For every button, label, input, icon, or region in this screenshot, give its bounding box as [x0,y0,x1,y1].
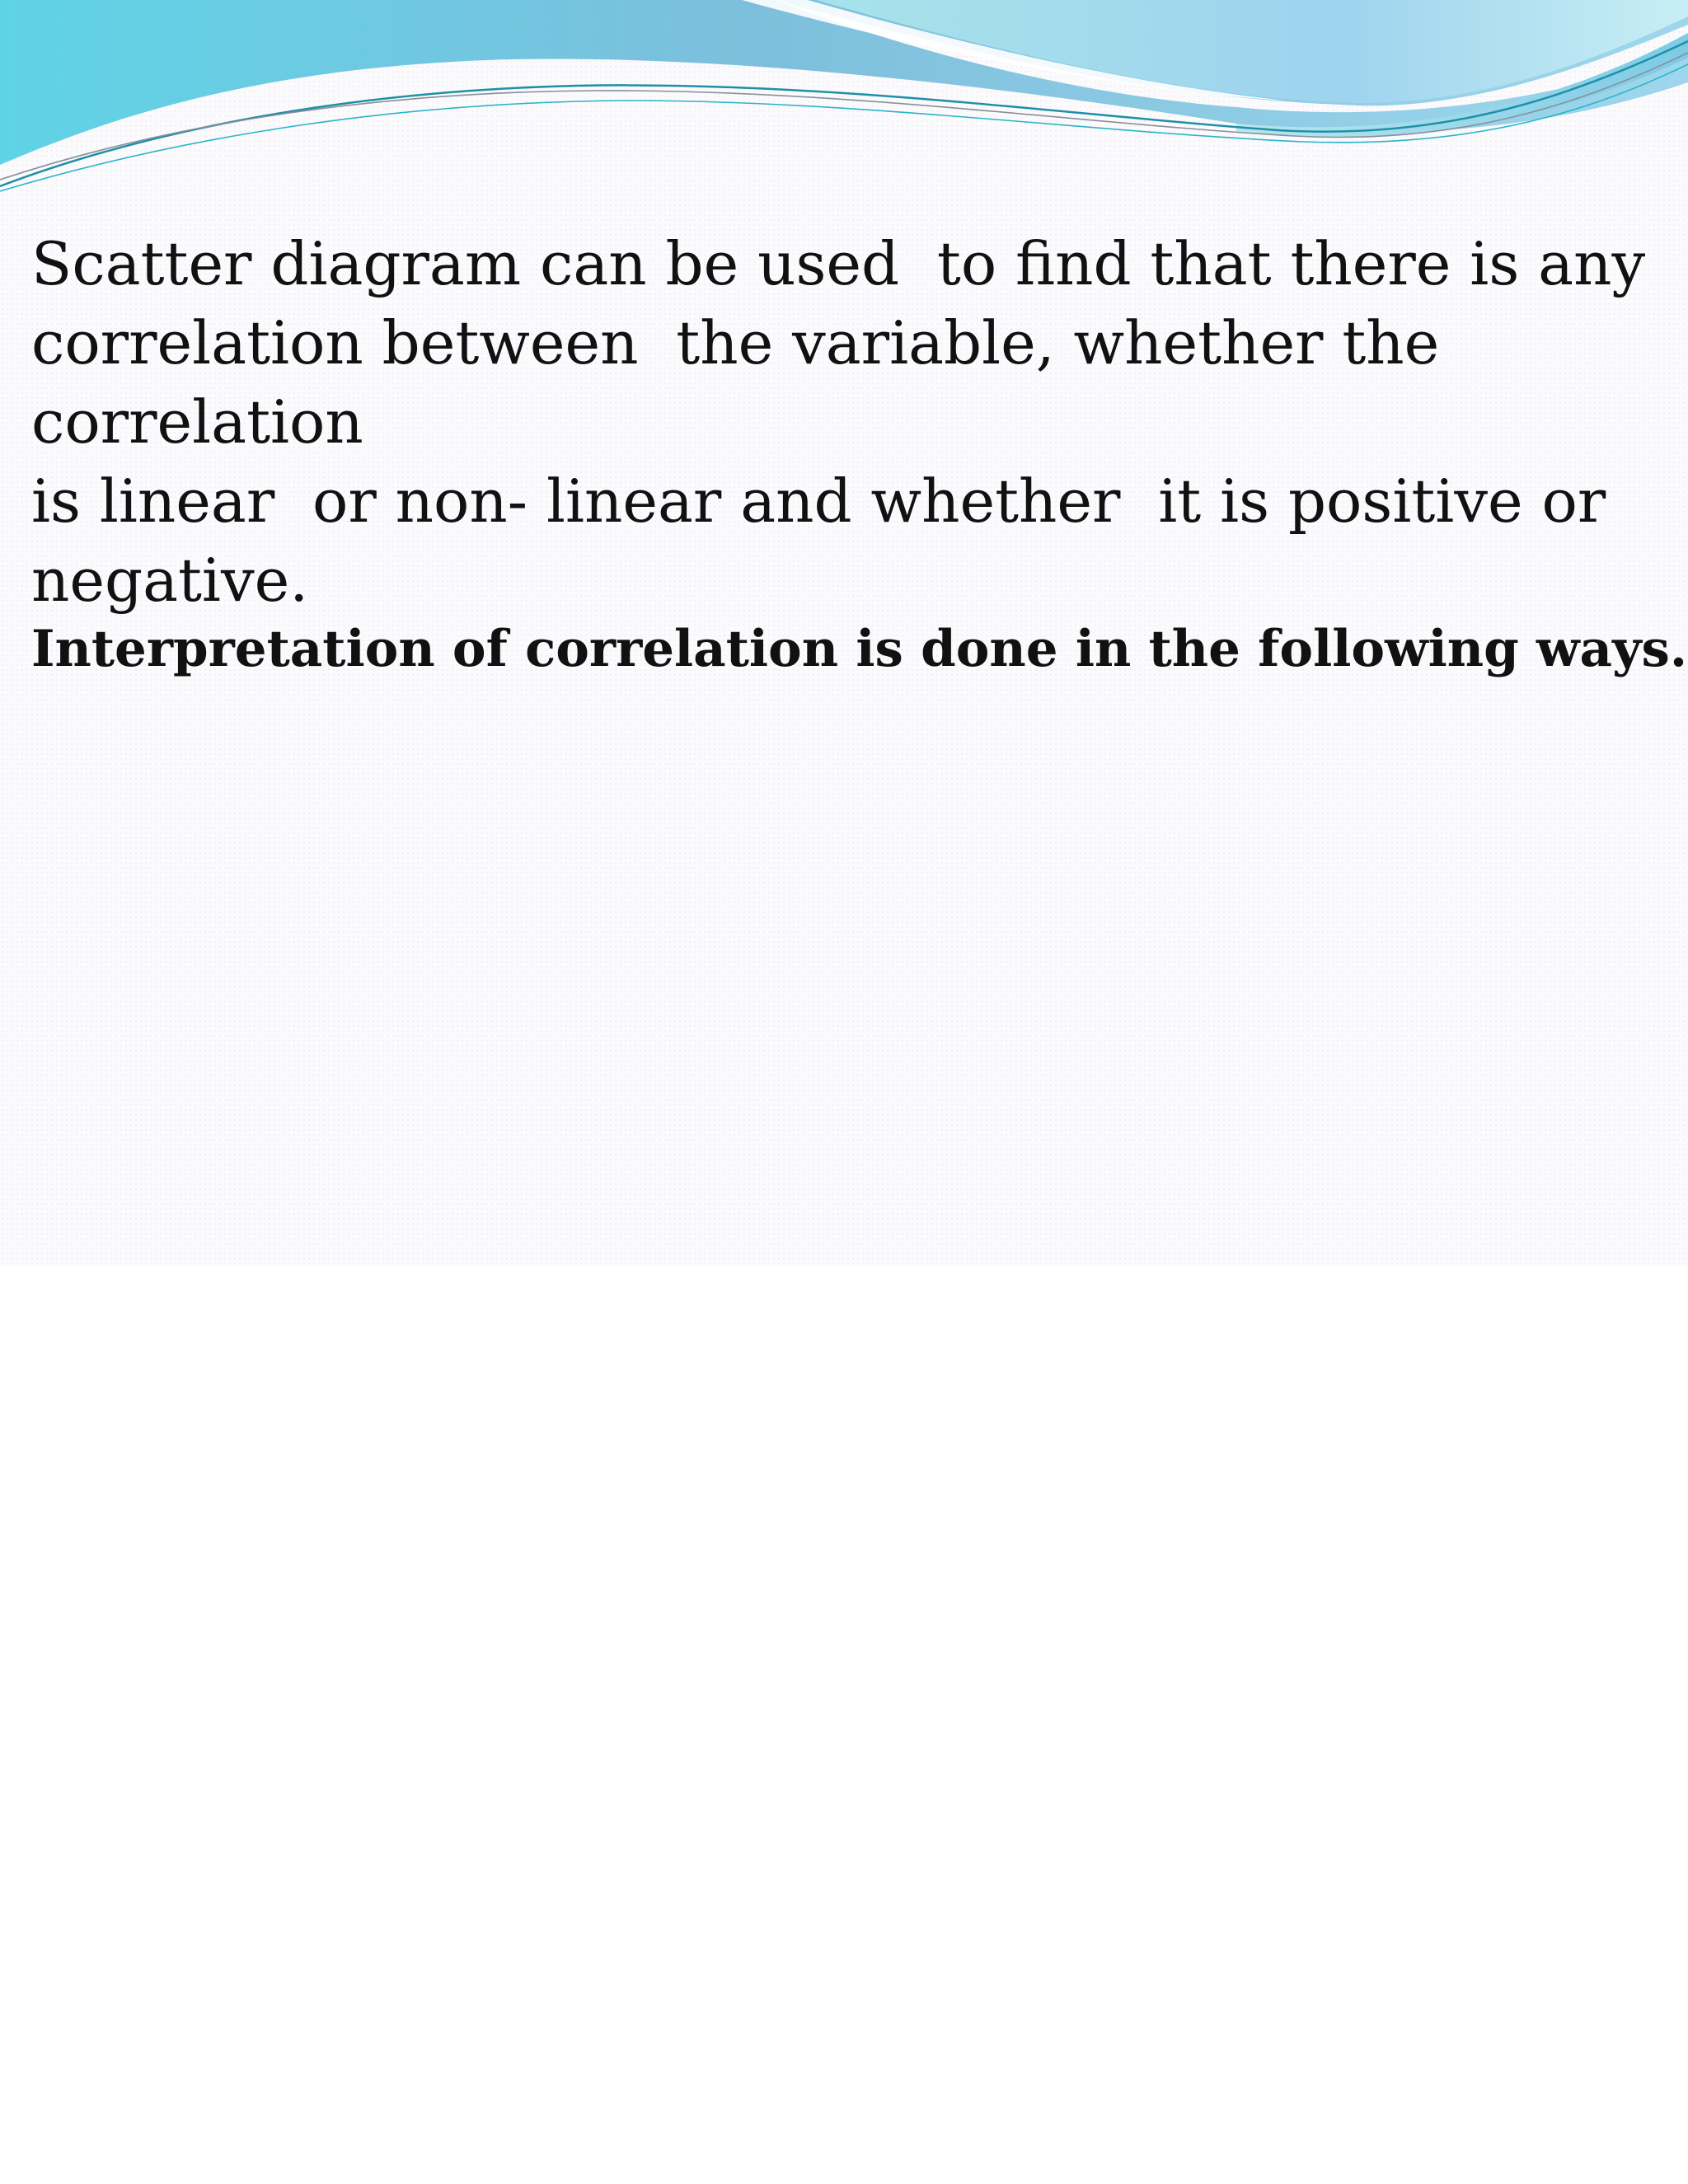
paragraph-line: is linear or non- linear and whether it is positive or [31,466,1606,536]
wave-band-light [816,0,1688,103]
body-paragraph [31,224,1663,620]
paragraph-line: Scatter diagram can be used to find that there is any [31,229,1646,298]
decorative-wave-banner [0,0,1688,198]
blank-page-area [0,1266,1688,2184]
subheading: Interpretation of correlation is done in the following ways. [31,620,1688,678]
paragraph-line: correlation between the variable, whether the correlation [31,308,1459,457]
paragraph-line: negative. [31,546,309,615]
